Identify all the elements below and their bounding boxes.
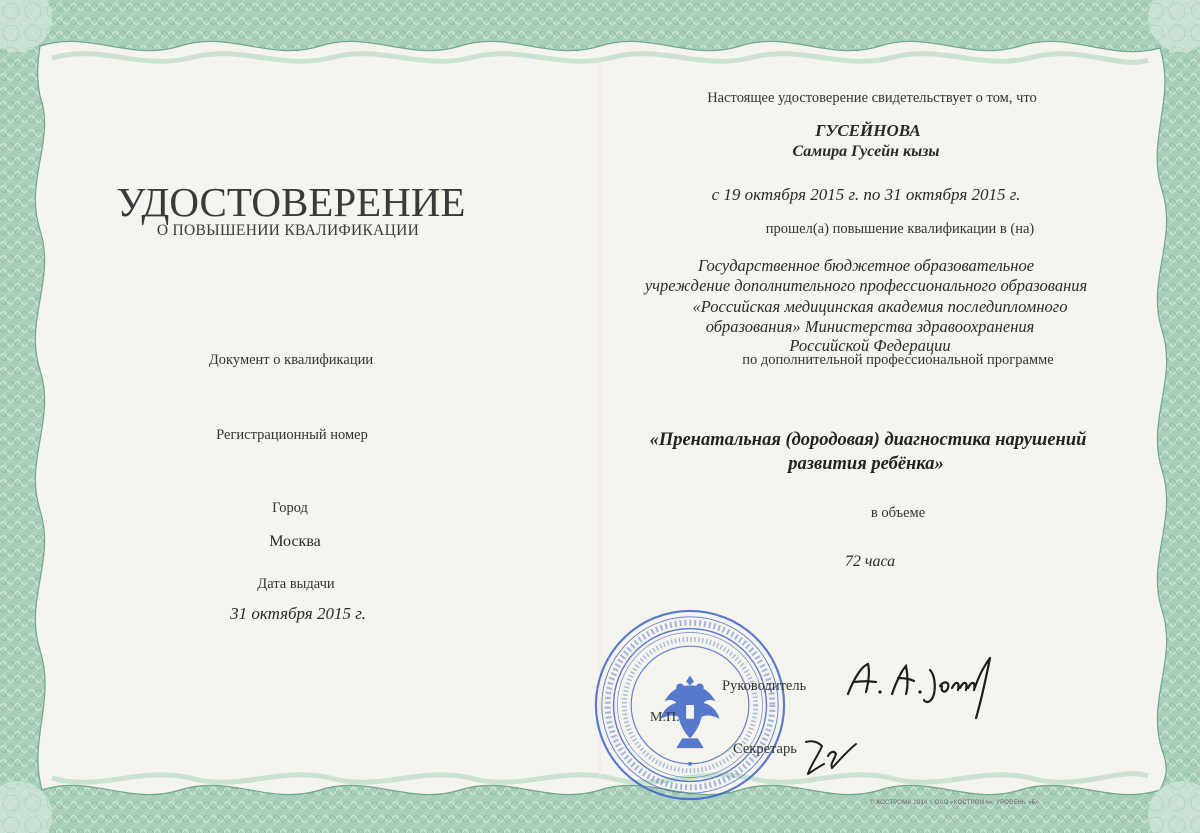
program-title-line: «Пренатальная (дородовая) диагностика нарушений <box>649 430 1087 450</box>
organization-line: образования» Министерства здравоохранения <box>705 317 1035 336</box>
secretary-label: Секретарь <box>733 741 797 757</box>
head-label: Руководитель <box>722 678 807 694</box>
head-signature <box>840 648 1000 728</box>
doc-qualification-label: Документ о квалификации <box>208 352 374 368</box>
program-label: по дополнительной профессиональной программе <box>742 352 1054 368</box>
secretary-signature <box>798 730 868 786</box>
volume-value: 72 часа <box>844 553 896 570</box>
printer-note: © КОСТРОМА 2014 г. ОАО «КОСТРОМА». УРОВЕНЬ «Б» <box>870 800 1040 806</box>
document-subtitle: О ПОВЫШЕНИИ КВАЛИФИКАЦИИ <box>156 222 420 239</box>
mp-label: М.П. <box>650 710 680 725</box>
organization-line: Государственное бюджетное образовательное <box>697 256 1035 275</box>
organization-line: «Российская медицинская академия последипломного <box>692 297 1068 316</box>
passed-training-label: прошел(а) повышение квалификации в (на) <box>765 221 1035 237</box>
organization-line: Российской Федерации <box>789 336 951 355</box>
volume-label: в объеме <box>870 505 926 521</box>
organization-line: учреждение дополнительного профессионального образования <box>644 276 1088 295</box>
city-value: Москва <box>269 533 321 550</box>
document-title: УДОСТОВЕРЕНИЕ <box>116 179 466 225</box>
certifies-statement: Настоящее удостоверение свидетельствует о том, что <box>707 90 1037 106</box>
holder-surname: ГУСЕЙНОВА <box>815 121 921 140</box>
training-period: с 19 октября 2015 г. по 31 октября 2015 г. <box>711 185 1021 204</box>
holder-given-names: Самира Гусейн кызы <box>792 143 940 160</box>
program-title-line: развития ребёнка» <box>788 454 944 474</box>
issue-date-label: Дата выдачи <box>257 576 335 592</box>
city-label: Город <box>272 500 308 516</box>
official-seal <box>592 607 788 803</box>
registration-number-label: Регистрационный номер <box>216 427 368 443</box>
issue-date-value: 31 октября 2015 г. <box>230 604 366 623</box>
